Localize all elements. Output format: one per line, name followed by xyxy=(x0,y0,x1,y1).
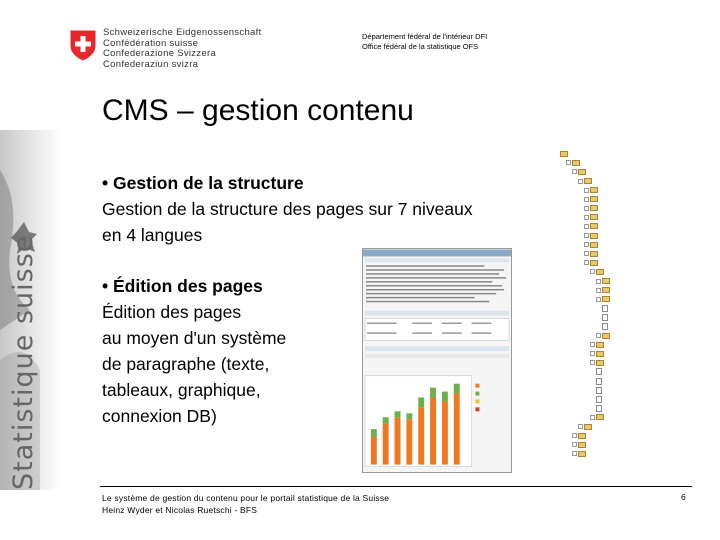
expand-icon xyxy=(584,233,589,238)
folder-icon xyxy=(590,242,598,248)
tree-row xyxy=(560,286,700,295)
page-number: 6 xyxy=(681,492,686,502)
tree-row xyxy=(560,232,700,241)
department-line: Office fédéral de la statistique OFS xyxy=(362,42,479,51)
expand-icon xyxy=(590,360,595,365)
tree-row xyxy=(560,323,700,332)
expand-icon xyxy=(584,188,589,193)
tree-row xyxy=(560,341,700,350)
expand-icon xyxy=(584,251,589,256)
expand-icon xyxy=(578,424,583,429)
expand-icon xyxy=(590,415,595,420)
folder-icon xyxy=(602,296,610,302)
folder-icon xyxy=(578,169,586,175)
department-info xyxy=(362,32,487,52)
bullet-heading: • Gestion de la structure xyxy=(102,173,304,193)
bullet-structure xyxy=(102,170,473,248)
tree-row xyxy=(560,250,700,259)
expand-icon xyxy=(572,451,577,456)
site-structure-tree xyxy=(560,150,700,480)
tree-row xyxy=(560,223,700,232)
expand-icon xyxy=(584,260,589,265)
tree-row xyxy=(560,368,700,377)
folder-icon xyxy=(596,414,604,420)
confederation-line: Confederazione Svizzera xyxy=(103,48,217,59)
tree-row xyxy=(560,186,700,195)
tree-row xyxy=(560,296,700,305)
tree-row xyxy=(560,177,700,186)
folder-icon xyxy=(578,451,586,457)
tree-row xyxy=(560,332,700,341)
tree-row xyxy=(560,386,700,395)
tree-row xyxy=(560,277,700,286)
page-icon xyxy=(596,368,602,375)
tree-row xyxy=(560,259,700,268)
expand-icon xyxy=(584,242,589,247)
folder-icon xyxy=(602,287,610,293)
folder-icon xyxy=(578,442,586,448)
tree-row xyxy=(560,432,700,441)
tree-row xyxy=(560,305,700,314)
page-icon xyxy=(596,378,602,385)
folder-icon xyxy=(572,160,580,166)
tree-row xyxy=(560,414,700,423)
folder-icon xyxy=(590,214,598,220)
tree-row xyxy=(560,168,700,177)
expand-icon xyxy=(596,279,601,284)
tree-row xyxy=(560,214,700,223)
confederation-line: Confederaziun svizra xyxy=(103,58,199,70)
tree-row xyxy=(560,268,700,277)
tree-row xyxy=(560,377,700,386)
tree-row xyxy=(560,423,700,432)
bullet-line: connexion DB) xyxy=(102,406,217,426)
folder-icon xyxy=(590,205,598,211)
page-icon xyxy=(596,387,602,394)
tree-row xyxy=(560,450,700,459)
tree-row xyxy=(560,396,700,405)
page-icon xyxy=(602,314,608,321)
expand-icon xyxy=(590,351,595,356)
expand-icon xyxy=(566,160,571,165)
folder-icon xyxy=(596,342,604,348)
bullet-line: en 4 langues xyxy=(102,225,203,245)
folder-icon xyxy=(584,178,592,184)
page-icon xyxy=(602,323,608,330)
folder-icon xyxy=(578,433,586,439)
page-icon xyxy=(596,405,602,412)
tree-row xyxy=(560,241,700,250)
folder-icon xyxy=(602,333,610,339)
confederation-line: Confédération suisse xyxy=(103,37,199,49)
tree-row xyxy=(560,359,700,368)
expand-icon xyxy=(584,224,589,229)
expand-icon xyxy=(584,197,589,202)
folder-icon xyxy=(590,251,598,257)
bullet-line: Gestion de la structure des pages sur 7 niveaux xyxy=(102,199,473,219)
tree-row xyxy=(560,314,700,323)
folder-icon xyxy=(590,233,598,239)
page-icon xyxy=(596,396,602,403)
folder-icon xyxy=(596,360,604,366)
bullet-line: au moyen d'un système xyxy=(102,328,287,348)
cms-page-editor-screenshot xyxy=(362,248,512,473)
expand-icon xyxy=(596,297,601,302)
expand-icon xyxy=(584,206,589,211)
department-line: Département fédéral de l'intérieur DFI xyxy=(362,32,488,41)
tree-row xyxy=(560,405,700,414)
bullet-line: de paragraphe (texte, xyxy=(102,354,270,374)
expand-icon xyxy=(590,342,595,347)
expand-icon xyxy=(572,169,577,174)
footer-divider xyxy=(100,486,692,487)
bullet-line: Édition des pages xyxy=(102,302,242,322)
folder-icon xyxy=(560,151,568,157)
bullet-line: tableaux, graphique, xyxy=(102,380,261,400)
footer-text xyxy=(102,492,389,516)
tree-row xyxy=(560,159,700,168)
expand-icon xyxy=(578,179,583,184)
tree-row xyxy=(560,150,700,159)
bullet-editing xyxy=(102,273,286,429)
confederation-line: Schweizerische Eidgenossenschaft xyxy=(103,27,262,38)
footer-line: Le système de gestion du contenu pour le portail statistique de la Suisse xyxy=(102,493,390,503)
folder-icon xyxy=(596,269,604,275)
expand-icon xyxy=(596,333,601,338)
folder-icon xyxy=(590,196,598,202)
confederation-names xyxy=(103,28,262,70)
expand-icon xyxy=(596,288,601,293)
page-icon xyxy=(602,305,608,312)
expand-icon xyxy=(572,433,577,438)
expand-icon xyxy=(584,215,589,220)
folder-icon xyxy=(590,223,598,229)
swiss-coat-of-arms-icon xyxy=(68,28,98,62)
folder-icon xyxy=(602,278,610,284)
folder-icon xyxy=(596,351,604,357)
footer-line: Heinz Wyder et Nicolas Ruetschi - BFS xyxy=(102,505,258,515)
folder-icon xyxy=(584,424,592,430)
sidebar-label: Statistique suisse xyxy=(8,234,39,490)
slide-title: CMS – gestion contenu xyxy=(102,94,414,127)
bullet-heading: • Édition des pages xyxy=(102,276,263,296)
tree-row xyxy=(560,195,700,204)
folder-icon xyxy=(590,187,598,193)
expand-icon xyxy=(572,442,577,447)
expand-icon xyxy=(590,269,595,274)
tree-row xyxy=(560,205,700,214)
tree-row xyxy=(560,441,700,450)
tree-row xyxy=(560,350,700,359)
folder-icon xyxy=(590,260,598,266)
